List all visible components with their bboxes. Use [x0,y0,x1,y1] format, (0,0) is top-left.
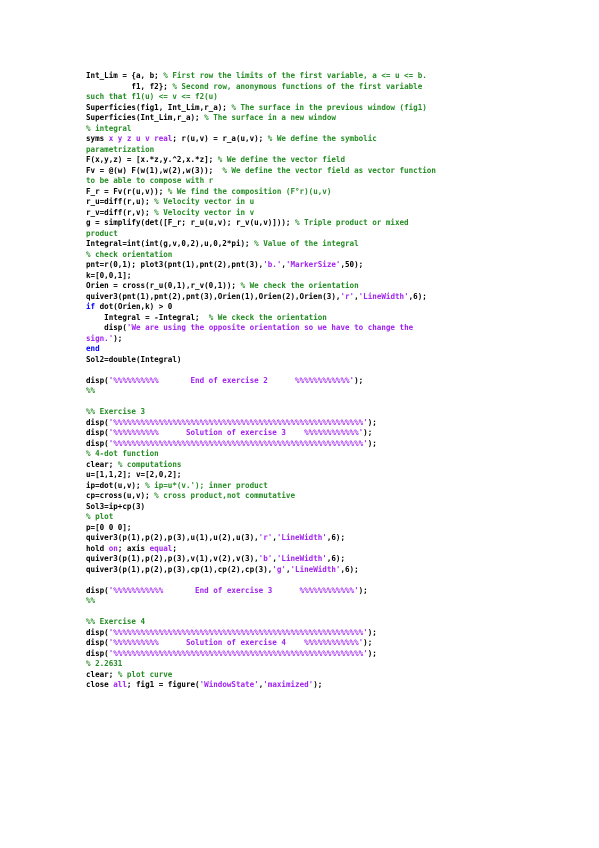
blank-line [86,607,516,618]
code-token: disp( [86,585,109,595]
code-token: % check orientation [86,249,173,259]
code-token: % We define the vector field as vector function [222,165,436,175]
code-line [86,82,516,93]
code-token: % integral [86,123,132,133]
code-line [86,523,516,534]
code-token: % Velocity vector in u [154,197,255,206]
code-token: ; fig1 = figure( [126,680,200,689]
code-token: ; axis [117,543,150,553]
code-token: , [272,533,277,542]
code-token: ; [172,543,177,553]
code-token: k=[0,0,1]; [86,270,132,280]
code-token: '%%%%%%%%%%% End of exercise 3 %%%%%%%%%%%%' [108,585,359,595]
code-line [86,166,516,177]
code-token: sign.' [86,333,114,343]
code-token: end [86,344,100,353]
code-line [86,544,516,555]
code-line [86,344,516,355]
code-token: 'g' [272,564,286,574]
code-line [86,334,516,345]
code-line [86,92,516,103]
code-token: F(x,y,z) = [x.*z,y.^2,x.*z]; [86,155,218,164]
code-token: % The surface in the previous window (fig1) [231,102,427,112]
code-token: % Triple product or mixed [295,218,409,227]
code-token: 'maximized' [263,680,314,689]
code-token: Integral=int(int(g,v,0,2),u,0,2*pi); [86,239,255,248]
code-token: % We find the composition (F°r)(u,v) [167,186,332,196]
code-token: , [281,260,286,269]
code-line [86,586,516,597]
code-line [86,302,516,313]
code-listing [86,71,516,691]
code-token: % plot [86,512,114,521]
code-token: ); [358,585,368,595]
code-token: syms [86,134,109,143]
code-line [86,617,516,628]
code-token: '%%%%%%%%%% Solution of exercise 3 %%%%%%%%%%%%' [108,428,364,437]
code-line [86,449,516,460]
code-token: clear; [86,669,118,679]
code-token: 'LineWidth' [358,291,409,301]
code-token: ); [367,417,377,427]
code-token: Sol2=double(Integral) [86,354,182,364]
code-token: , [285,564,291,574]
code-token: % We define the symbolic [267,134,377,143]
code-token: 'LineWidth' [276,554,327,563]
code-token: 'r' [340,291,355,301]
code-line [86,533,516,544]
code-line [86,502,516,513]
code-token: Sol3=ip+cp(3) [86,501,146,511]
code-token: % We ckeck the orientation [208,312,327,322]
code-token: ); [367,438,377,448]
code-token: x y z u v real [108,134,173,143]
code-token: '%%%%%%%%%%%%%%%%%%%%%%%%%%%%%%%%%%%%%%%%%%%%%%%%%%%%%%%' [108,417,368,427]
code-token: % The surface in a new window [204,113,336,122]
code-line [86,197,516,208]
code-token: to be able to compose with r [86,176,214,185]
code-token: ,50); [340,260,364,269]
code-token: disp( [86,375,109,385]
code-line [86,134,516,145]
code-token: disp( [86,323,127,332]
code-token: ); [363,638,373,647]
code-token: disp( [86,648,109,658]
code-token: ); [367,648,377,658]
code-token: ,6); [408,291,427,301]
code-token: ); [363,428,373,437]
code-line [86,418,516,429]
code-token: ); [354,375,364,385]
code-token: quiver3(p(1),p(2),p(3),v(1),v(2),v(3), [86,554,259,563]
code-line [86,239,516,250]
code-line [86,596,516,607]
code-token: ); [313,680,323,689]
code-token: 'MarkerSize' [285,260,341,269]
code-token: 'WindowState' [199,680,259,689]
code-token: Orien = cross(r_u(0,1),r_v(0,1)); [86,281,241,290]
code-line [86,670,516,681]
code-line [86,355,516,366]
code-line [86,271,516,282]
code-line [86,491,516,502]
code-token: , [258,680,264,689]
code-token: % Value of the integral [254,239,359,248]
code-token: 'b.' [263,260,282,269]
code-line [86,155,516,166]
code-token: % Second row, anonymous functions of the first variable [172,81,423,91]
code-token: such that f1(u) <= v <= f2(u) [86,92,218,101]
code-line [86,512,516,523]
code-line [86,218,516,229]
code-token: % Velocity vector in v [154,207,255,217]
code-token: % 2.2631 [86,659,123,668]
code-line [86,113,516,124]
code-token: Int_Lim = {a, b; [86,71,164,80]
code-line [86,470,516,481]
code-token: equal [149,543,173,553]
code-token: disp( [86,417,109,427]
code-token: Superficies(Int_Lim,r_a); [86,113,205,122]
code-token: % First row the limits of the first variable, a <= u <= b. [163,71,427,80]
code-token: all [113,680,127,689]
code-token: % ip=u*(v.'); inner product [145,480,268,490]
code-token: g = simplify(det([F_r; r_u(u,v); r_v(u,v)])); [86,218,296,227]
code-line [86,628,516,639]
code-token: r_u=diff(r,u); [86,197,155,206]
code-line [86,313,516,324]
code-token: 'LineWidth' [290,564,341,574]
code-line [86,145,516,156]
code-token: % We check the orientation [240,281,359,290]
code-token: u=[1,1,2]; v=[2,0,2]; [86,470,182,479]
code-token: Integral = -Integral; [86,312,209,322]
code-line [86,439,516,450]
code-token: cp=cross(u,v); [86,491,155,500]
code-token: disp( [86,438,109,448]
blank-line [86,397,516,408]
code-token: %% [86,386,96,395]
code-token: % We define the vector field [217,155,345,164]
code-token: dot(Orien,k) > 0 [99,302,173,311]
code-token: '%%%%%%%%%%%%%%%%%%%%%%%%%%%%%%%%%%%%%%%%%%%%%%%%%%%%%%%' [108,648,368,658]
code-token: %% Exercise 4 [86,617,146,626]
code-token: ,6); [326,554,346,563]
code-token: % plot curve [117,669,173,679]
code-line [86,481,516,492]
code-token: %% Exercise 3 [86,407,146,416]
code-line [86,680,516,691]
code-line [86,71,516,82]
code-token: 'We are using the opposite orientation so we have to change the [126,323,414,332]
code-token: ); [113,333,123,343]
code-line [86,554,516,565]
code-line [86,460,516,471]
code-token: parametrization [86,144,155,154]
code-token: 'LineWidth' [276,533,327,542]
code-line [86,386,516,397]
code-line [86,208,516,219]
code-line [86,323,516,334]
code-line [86,565,516,576]
code-line [86,176,516,187]
code-line [86,124,516,135]
code-token: hold [86,543,109,553]
code-token: r_v=diff(r,v); [86,207,155,217]
code-token: %% [86,596,96,605]
code-line [86,649,516,660]
code-line [86,250,516,261]
code-token: ,6); [326,533,346,542]
code-token: , [272,554,277,563]
code-line [86,659,516,670]
blank-line [86,365,516,376]
code-token: Superficies(fig1, Int_Lim,r_a); [86,102,232,112]
code-line [86,103,516,114]
code-token: ip=dot(u,v); [86,480,146,490]
code-line [86,229,516,240]
code-token: ; r(u,v) = r_a(u,v); [172,134,268,143]
code-line [86,638,516,649]
code-token: % cross product,not commutative [154,491,296,500]
code-token: on [108,543,118,553]
code-line [86,428,516,439]
code-token: Fv = @(w) F(w(1),w(2),w(3)); [86,165,223,175]
code-token: ,6); [340,564,359,574]
code-token: disp( [86,638,109,647]
code-token: % 4-dot function [86,449,159,458]
code-token: ); [367,627,377,637]
code-line [86,407,516,418]
code-line [86,260,516,271]
code-token: 'r' [258,533,273,542]
code-line [86,187,516,198]
code-token: % computations [117,459,182,469]
code-token: '%%%%%%%%%% End of exercise 2 %%%%%%%%%%%%' [108,375,355,385]
code-token: product [86,228,118,238]
code-token: disp( [86,428,109,437]
code-line [86,376,516,387]
code-token: clear; [86,459,118,469]
code-token: p=[0 0 0]; [86,522,132,532]
code-token: quiver3(pnt(1),pnt(2),pnt(3),Orien(1),Orien(2),Orien(3), [86,291,341,301]
code-token: f1, f2}; [86,81,173,91]
code-token: '%%%%%%%%%%%%%%%%%%%%%%%%%%%%%%%%%%%%%%%%%%%%%%%%%%%%%%%' [108,627,368,637]
code-token: disp( [86,627,109,637]
code-token: F_r = Fv(r(u,v)); [86,186,168,196]
code-line [86,281,516,292]
code-line [86,292,516,303]
code-token: '%%%%%%%%%%%%%%%%%%%%%%%%%%%%%%%%%%%%%%%%%%%%%%%%%%%%%%%' [108,438,368,448]
code-token: quiver3(p(1),p(2),p(3),u(1),u(2),u(3), [86,533,259,542]
code-token: pnt=r(0,1); plot3(pnt(1),pnt(2),pnt(3), [86,260,264,269]
code-token: '%%%%%%%%%% Solution of exercise 4 %%%%%%%%%%%%' [108,638,364,647]
code-token: if [86,302,100,311]
code-token: close [86,680,114,689]
code-token: quiver3(p(1),p(2),p(3),cp(1),cp(2),cp(3), [86,564,273,574]
blank-line [86,575,516,586]
code-token: 'b' [258,554,273,563]
code-token: , [354,291,359,301]
